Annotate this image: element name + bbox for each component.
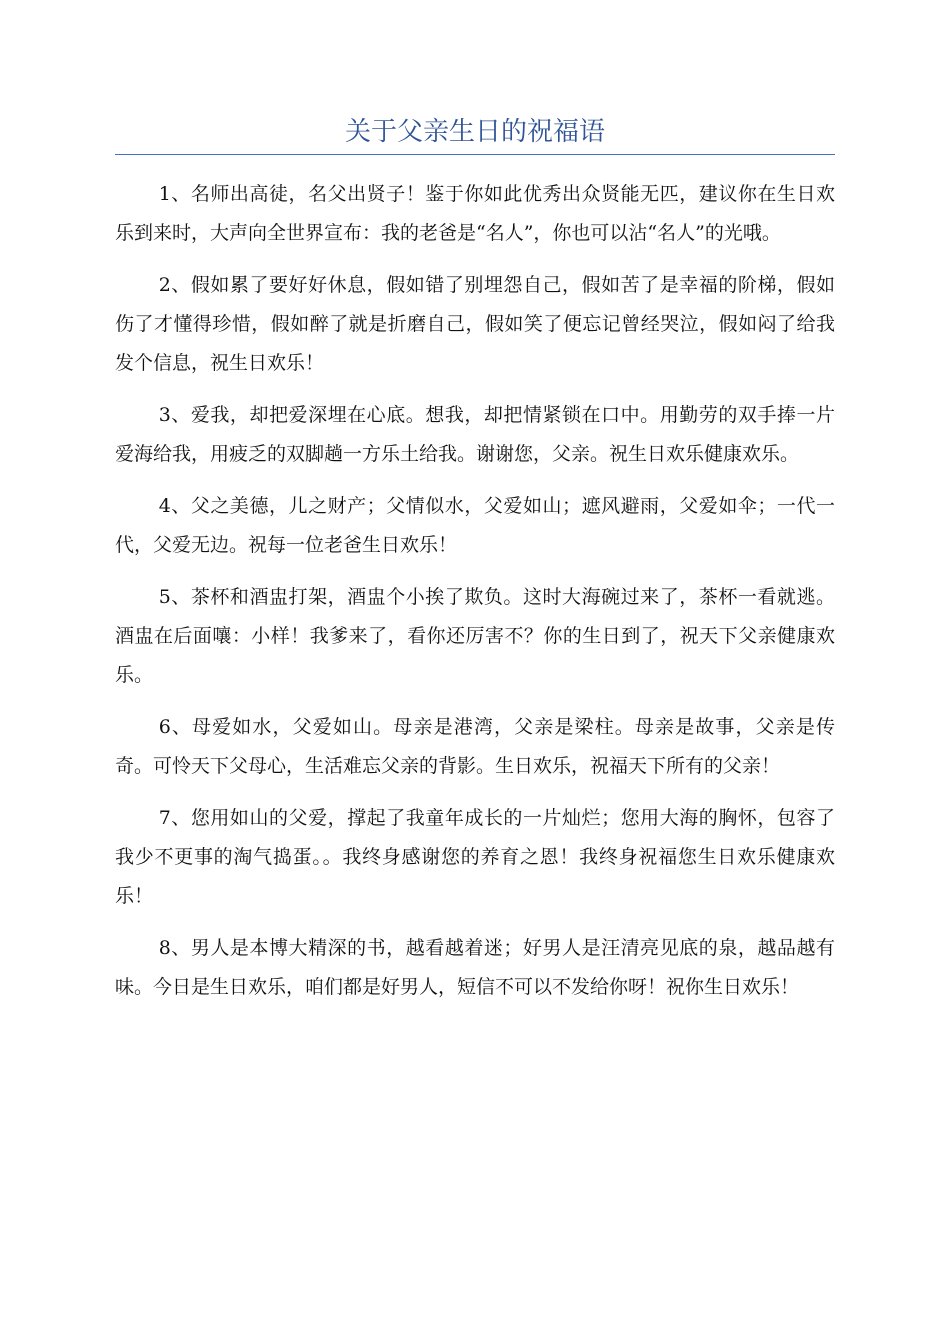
paragraph-8: 8、男人是本博大精深的书，越看越着迷；好男人是汪清亮见底的泉，越品越有味。今日是生日欢乐，咱们都是好男人，短信不可以不发给你呀！祝你生日欢乐！ xyxy=(115,937,835,998)
paragraph-2: 2、假如累了要好好休息，假如错了别埋怨自己，假如苦了是幸福的阶梯，假如伤了才懂得珍惜，假如醉了就是折磨自己，假如笑了便忘记曾经哭泣，假如闷了给我发个信息，祝生日欢乐！ xyxy=(115,274,835,374)
document-body xyxy=(115,175,835,1007)
paragraph-1: 1、名师出高徒，名父出贤子！鉴于你如此优秀出众贤能无匹，建议你在生日欢乐到来时，大声向全世界宣布：我的老爸是“名人”，你也可以沾“名人”的光哦。 xyxy=(115,183,835,244)
document-page xyxy=(115,110,835,1020)
title-underline xyxy=(115,154,835,155)
paragraph-3: 3、爱我，却把爱深埋在心底。想我，却把情紧锁在口中。用勤劳的双手捧一片爱海给我，用疲乏的双脚趟一方乐土给我。谢谢您，父亲。祝生日欢乐健康欢乐。 xyxy=(115,404,835,465)
paragraph-7: 7、您用如山的父爱，撑起了我童年成长的一片灿烂；您用大海的胸怀，包容了我少不更事的淘气捣蛋。。我终身感谢您的养育之恩！我终身祝福您生日欢乐健康欢乐！ xyxy=(115,807,835,907)
paragraph-4: 4、父之美德，儿之财产；父情似水，父爱如山；遮风避雨，父爱如伞；一代一代，父爱无边。祝每一位老爸生日欢乐！ xyxy=(115,495,835,556)
paragraph-5: 5、茶杯和酒盅打架，酒盅个小挨了欺负。这时大海碗过来了，茶杯一看就逃。酒盅在后面嚷：小样！我爹来了，看你还厉害不？你的生日到了，祝天下父亲健康欢乐。 xyxy=(115,586,835,686)
document-title: 关于父亲生日的祝福语 xyxy=(344,117,605,147)
paragraph-6: 6、母爱如水，父爱如山。母亲是港湾，父亲是梁柱。母亲是故事，父亲是传奇。可怜天下父母心，生活难忘父亲的背影。生日欢乐，祝福天下所有的父亲！ xyxy=(115,716,835,777)
